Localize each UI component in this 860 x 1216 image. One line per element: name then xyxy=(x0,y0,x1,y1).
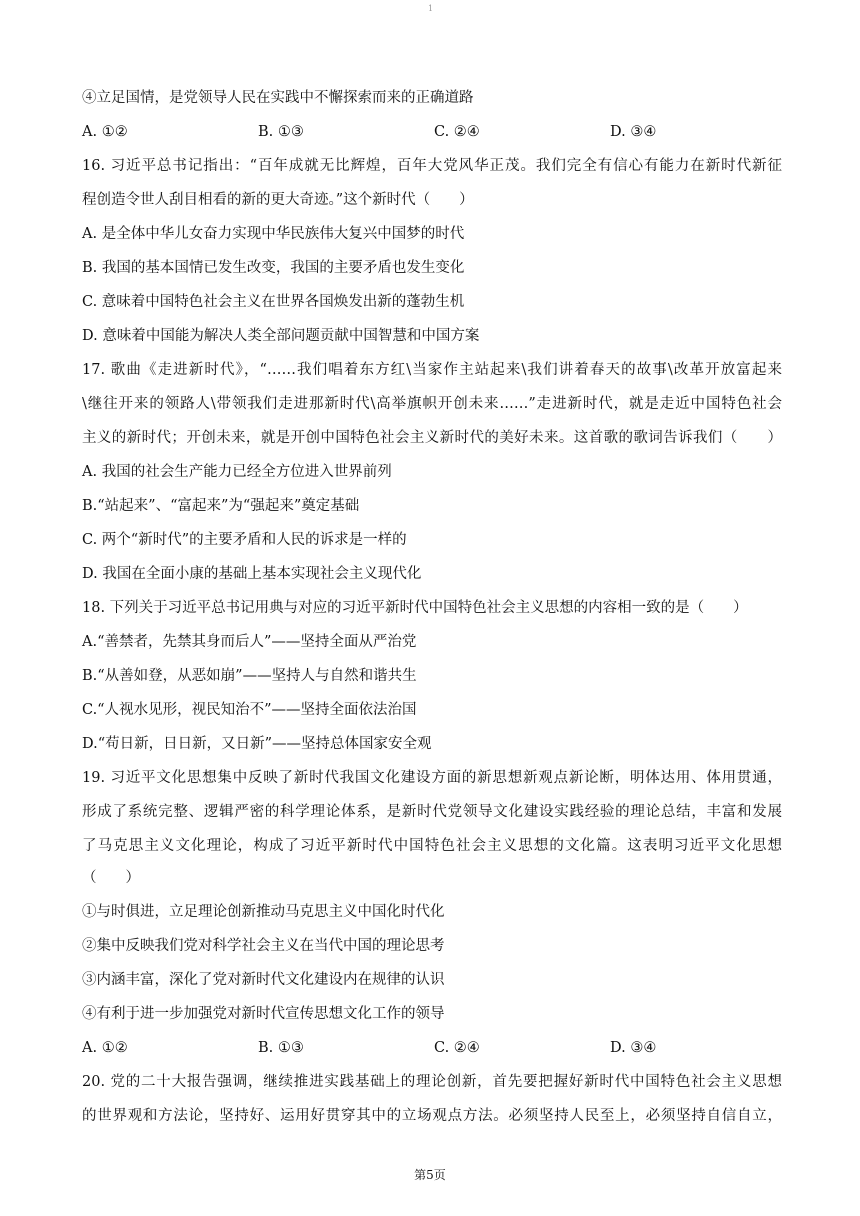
question-18-option-c: C.“人视水见形，视民知治不”——坚持全面依法治国 xyxy=(82,702,417,718)
answer-option-a: A. ①② xyxy=(82,124,128,140)
question-17-stem: 主义的新时代；开创未来，就是开创中国特色社会主义新时代的美好未来。这首歌的歌词告诉我们（ ） xyxy=(82,430,782,446)
question-20-stem: 的世界观和方法论，坚持好、运用好贯穿其中的立场观点方法。必须坚持人民至上，必须坚持自信自立， xyxy=(82,1108,782,1124)
answer-option-c: C. ②④ xyxy=(434,1040,480,1056)
question-17-option-d: D. 我国在全面小康的基础上基本实现社会主义现代化 xyxy=(82,566,422,582)
question-16-stem: 程创造令世人刮目相看的新的更大奇迹。”这个新时代（ ） xyxy=(82,192,474,208)
question-17-option-b: B.“站起来”、“富起来”为“强起来”奠定基础 xyxy=(82,498,360,514)
question-20-stem: 20. 党的二十大报告强调，继续推进实践基础上的理论创新，首先要把握好新时代中国特色社会主义思想 xyxy=(82,1074,782,1090)
question-16-option-b: B. 我国的基本国情已发生改变，我国的主要矛盾也发生变化 xyxy=(82,260,465,276)
answer-option-c: C. ②④ xyxy=(434,124,480,140)
question-19-statement-4: ④有利于进一步加强党对新时代宣传思想文化工作的领导 xyxy=(82,1006,445,1022)
question-19-statement-2: ②集中反映我们党对科学社会主义在当代中国的理论思考 xyxy=(82,938,445,954)
question-16-option-c: C. 意味着中国特色社会主义在世界各国焕发出新的蓬勃生机 xyxy=(82,294,465,310)
answer-option-b: B. ①③ xyxy=(258,1040,304,1056)
answer-option-a: A. ①② xyxy=(82,1040,128,1056)
question-16-option-d: D. 意味着中国能为解决人类全部问题贡献中国智慧和中国方案 xyxy=(82,328,480,344)
question-19-stem: 形成了系统完整、逻辑严密的科学理论体系，是新时代党领导文化建设实践经验的理论总结，丰富和发展 xyxy=(82,804,782,820)
question-19-statement-3: ③内涵丰富，深化了党对新时代文化建设内在规律的认识 xyxy=(82,972,445,988)
answer-option-b: B. ①③ xyxy=(258,124,304,140)
question-17-stem: 17. 歌曲《走进新时代》，“……我们唱着东方红\当家作主站起来\我们讲着春天的故事\改革开放富起来 xyxy=(82,362,782,378)
answer-option-d: D. ③④ xyxy=(610,124,657,140)
question-19-stem: 了马克思主义文化理论，构成了习近平新时代中国特色社会主义思想的文化篇。这表明习近平文化思想 xyxy=(82,838,782,854)
question-19-stem: 19. 习近平文化思想集中反映了新时代我国文化建设方面的新思想新观点新论断，明体达用、体用贯通， xyxy=(82,770,782,786)
question-18-option-d: D.“苟日新，日日新，又日新”——坚持总体国家安全观 xyxy=(82,736,432,752)
page-mark: 1 xyxy=(428,4,434,13)
question-18-option-b: B.“从善如登，从恶如崩”——坚持人与自然和谐共生 xyxy=(82,668,417,684)
question-17-option-c: C. 两个“新时代”的主要矛盾和人民的诉求是一样的 xyxy=(82,532,407,548)
answer-option-d: D. ③④ xyxy=(610,1040,657,1056)
option-line: ④立足国情，是党领导人民在实践中不懈探索而来的正确道路 xyxy=(82,90,474,106)
question-17-stem: \继往开来的领路人\带领我们走进那新时代\高举旗帜开创未来……”走进新时代，就是走近中国特色社会 xyxy=(82,396,782,412)
question-18-stem: 18. 下列关于习近平总书记用典与对应的习近平新时代中国特色社会主义思想的内容相一致的是（ ） xyxy=(82,600,748,616)
question-16-option-a: A. 是全体中华儿女奋力实现中华民族伟大复兴中国梦的时代 xyxy=(82,226,465,242)
question-16-stem: 16. 习近平总书记指出：“百年成就无比辉煌，百年大党风华正茂。我们完全有信心有能力在新时代新征 xyxy=(82,158,782,174)
question-18-option-a: A.“善禁者，先禁其身而后人”——坚持全面从严治党 xyxy=(82,634,417,650)
question-19-stem: （ ） xyxy=(82,870,140,886)
question-17-option-a: A. 我国的社会生产能力已经全方位进入世界前列 xyxy=(82,464,392,480)
page-number: 第5页 xyxy=(414,1168,446,1182)
question-19-statement-1: ①与时俱进，立足理论创新推动马克思主义中国化时代化 xyxy=(82,904,445,920)
